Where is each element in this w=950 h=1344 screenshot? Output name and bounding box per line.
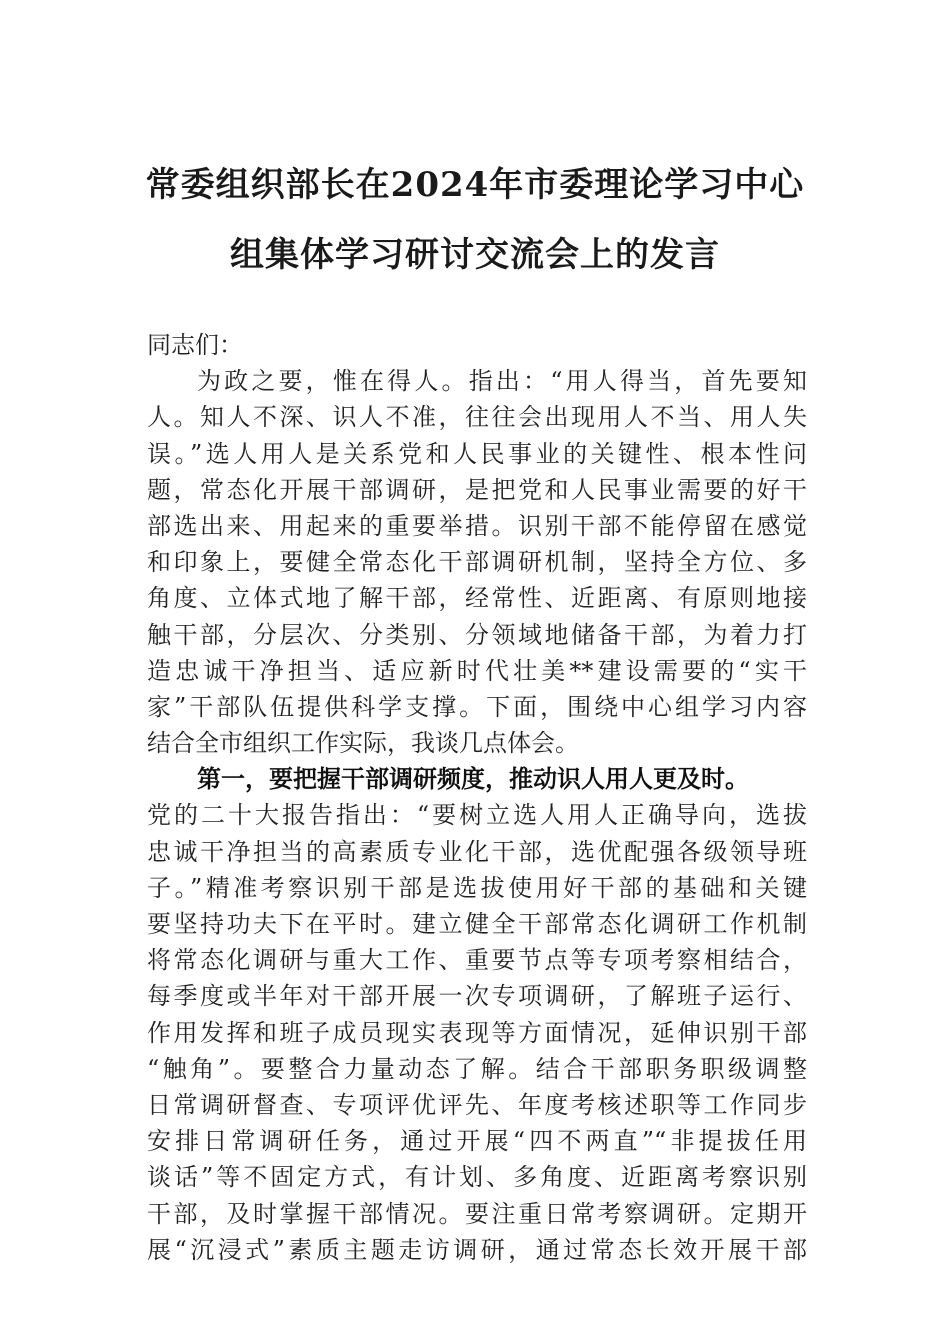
paragraph-line: 展“沉浸式”素质主题走访调研，通过常态长效开展干部 (147, 1235, 807, 1264)
document-title-line-1: 常委组织部长在2024年市委理论学习中心 (145, 165, 805, 205)
paragraph-line: 将常态化调研与重大工作、重要节点等专项考察相结合， (147, 946, 807, 975)
salutation: 同志们： (147, 331, 243, 359)
paragraph-line: 为政之要，惟在得人。指出：“用人得当，首先要知 (197, 367, 807, 396)
paragraph-line: 角度、立体式地了解干部，经常性、近距离、有原则地接 (147, 584, 807, 613)
paragraph-line: 日常调研督查、专项评优评先、年度考核述职等工作同步 (147, 1090, 807, 1119)
paragraph-line: 题，常态化开展干部调研，是把党和人民事业需要的好干 (147, 475, 807, 504)
paragraph-line: 安排日常调研任务，通过开展“四不两直”“非提拔任用 (147, 1127, 807, 1156)
paragraph-line: 要坚持功夫下在平时。建立健全干部常态化调研工作机制 (147, 910, 807, 938)
paragraph-line: 子。”精准考察识别干部是选拔使用好干部的基础和关键 (147, 873, 807, 902)
paragraph-line: “触角”。要整合力量动态了解。结合干部职务职级调整 (147, 1054, 807, 1083)
document-body (147, 327, 807, 1268)
paragraph-line: 造忠诚干净担当、适应新时代壮美**建设需要的“实干 (147, 656, 807, 685)
paragraph-line: 党的二十大报告指出：“要树立选人用人正确导向，选拔 (147, 801, 807, 830)
section-heading-1: 第一，要把握干部调研频度，推动识人用人更及时。 (197, 765, 749, 794)
paragraph-line: 人。知人不深、识人不准，往往会出现用人不当、用人失 (147, 403, 807, 432)
paragraph-line: 部选出来、用起来的重要举措。识别干部不能停留在感觉 (147, 511, 807, 540)
document-title-line-2: 组集体学习研讨交流会上的发言 (230, 235, 720, 275)
paragraph-line: 作用发挥和班子成员现实表现等方面情况，延伸识别干部 (147, 1018, 807, 1047)
paragraph-line: 结合全市组织工作实际，我谈几点体会。 (147, 729, 579, 758)
paragraph-line: 家”干部队伍提供科学支撑。下面，围绕中心组学习内容 (147, 692, 807, 721)
paragraph-line: 忠诚干净担当的高素质专业化干部，选优配强各级领导班 (147, 837, 807, 866)
paragraph-line: 和印象上，要健全常态化干部调研机制，坚持全方位、多 (147, 548, 807, 577)
paragraph-line: 误。”选人用人是关系党和人民事业的关键性、根本性问 (147, 439, 807, 468)
paragraph-line: 谈话”等不固定方式，有计划、多角度、近距离考察识别 (147, 1163, 807, 1192)
paragraph-2 (147, 797, 807, 1267)
paragraph-line: 干部，及时掌握干部情况。要注重日常考察调研。定期开 (147, 1199, 807, 1228)
paragraph-line: 每季度或半年对干部开展一次专项调研，了解班子运行、 (147, 982, 807, 1011)
paragraph-line: 触干部，分层次、分类别、分领域地储备干部，为着力打 (147, 620, 807, 649)
paragraph-1 (147, 363, 807, 761)
